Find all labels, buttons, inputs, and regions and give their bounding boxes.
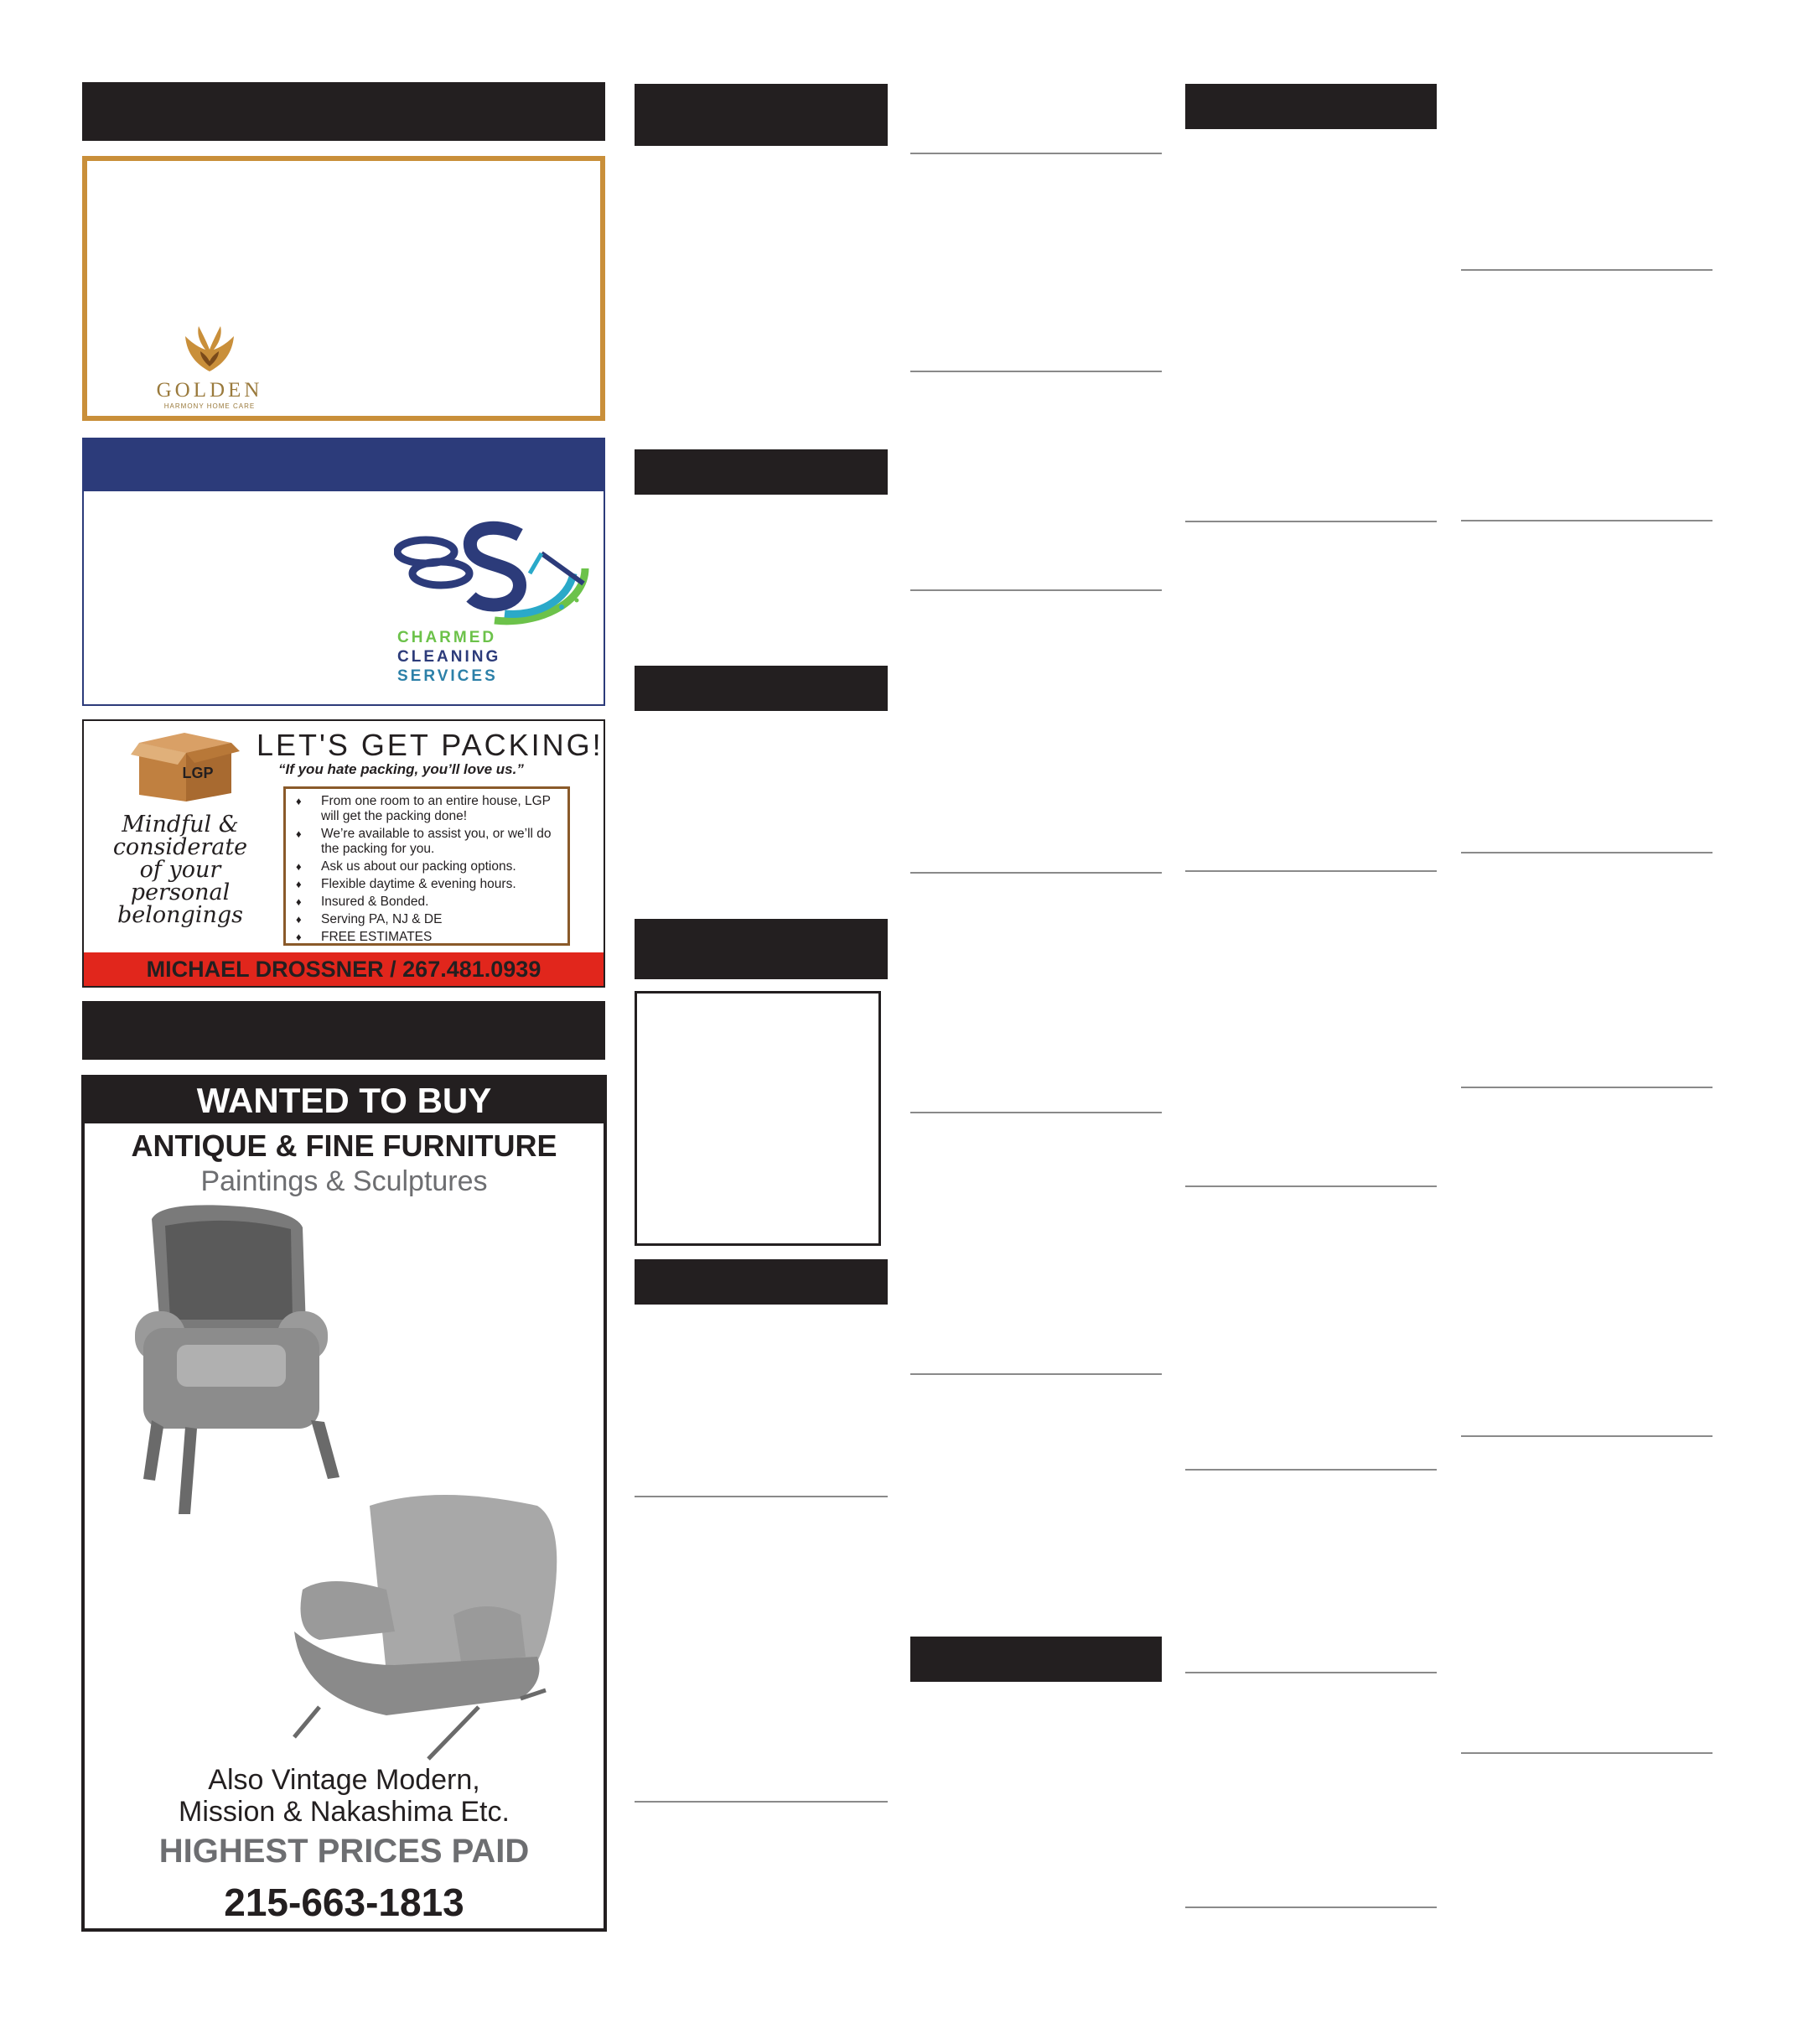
packing-slogan: “If you hate packing, you’ll love us.”	[278, 761, 524, 777]
services-word: SERVICES	[397, 667, 498, 685]
lets-get-packing-ad	[82, 719, 605, 988]
furniture-also-line-2: Mission & Nakashima Etc.	[179, 1796, 510, 1828]
list-item: ♦ Flexible daytime & evening hours.	[293, 877, 562, 892]
column-rule	[910, 371, 1162, 372]
golden-harmony-ad	[82, 156, 605, 421]
lgp-box-label: LGP	[182, 765, 214, 781]
column-rule	[1461, 852, 1713, 853]
column-rule	[1185, 1907, 1437, 1908]
wings-icon	[180, 324, 239, 373]
packing-title: LET'S GET PACKING!	[256, 728, 604, 762]
list-item: ♦ Ask us about our packing options.	[293, 859, 562, 874]
cleaning-logo	[394, 520, 595, 687]
column-rule	[1185, 1672, 1437, 1673]
packing-services-list	[283, 786, 570, 946]
script-line: considerate	[112, 834, 248, 860]
wanted-to-buy-ad	[81, 1075, 607, 1932]
column-rule	[910, 1373, 1162, 1375]
script-line: belongings	[117, 902, 243, 928]
highest-prices-text: HIGHEST PRICES PAID	[158, 1833, 530, 1870]
section-header-bar	[635, 84, 888, 146]
furniture-subtitle-2: Paintings & Sculptures	[200, 1165, 488, 1197]
column-rule	[1461, 1435, 1713, 1437]
script-line: Mindful &	[122, 812, 239, 838]
packing-contact: MICHAEL DROSSNER / 267.481.0939	[84, 952, 604, 986]
column-rule	[1185, 1469, 1437, 1471]
section-header-bar	[635, 449, 888, 495]
column-rule	[1461, 269, 1713, 271]
column-rule	[1461, 520, 1713, 521]
script-line: of your	[139, 857, 221, 883]
furniture-header: WANTED TO BUY	[85, 1078, 604, 1123]
furniture-also-line: Also Vintage Modern,	[208, 1764, 480, 1796]
column-rule	[910, 1112, 1162, 1113]
column-rule	[910, 872, 1162, 874]
column-rule	[1461, 1087, 1713, 1088]
list-item: ♦ FREE ESTIMATES	[293, 930, 562, 945]
column-rule	[1185, 521, 1437, 522]
cleaning-header-bar	[84, 439, 604, 491]
ccs-swoosh-icon	[394, 520, 595, 629]
section-header-bar	[910, 1637, 1162, 1682]
section-header-bar	[82, 1001, 605, 1060]
list-item: ♦ Insured & Bonded.	[293, 895, 562, 910]
column-rule	[1185, 1185, 1437, 1187]
golden-tagline: HARMONY HOME CARE	[163, 402, 256, 410]
column-rule	[635, 1801, 888, 1803]
armchair-icon	[127, 1202, 378, 1521]
section-header-bar	[635, 666, 888, 711]
charmed-cleaning-ad	[82, 438, 605, 706]
list-item: ♦ Serving PA, NJ & DE	[293, 912, 562, 927]
column-rule	[635, 1496, 888, 1497]
furniture-phone: 215-663-1813	[224, 1881, 464, 1924]
column-rule	[1461, 1752, 1713, 1754]
golden-logo	[142, 324, 277, 410]
column-rule	[910, 153, 1162, 154]
section-header-bar	[635, 1259, 888, 1305]
section-header-bar	[635, 919, 888, 979]
modern-chair-icon	[269, 1489, 588, 1766]
column-rule	[1185, 870, 1437, 872]
list-item: ♦ From one room to an entire house, LGP will get the packing done!	[293, 794, 562, 824]
script-line: personal	[130, 879, 231, 905]
section-header-bar	[1185, 84, 1437, 129]
cleaning-word: CLEANING	[397, 648, 501, 666]
column-rule	[910, 589, 1162, 591]
section-header-bar	[82, 82, 605, 141]
furniture-subtitle: ANTIQUE & FINE FURNITURE	[131, 1128, 557, 1163]
golden-name: GOLDEN	[156, 379, 263, 402]
packing-script-text	[101, 813, 260, 926]
empty-ad-box	[635, 991, 881, 1246]
charmed-word: CHARMED	[397, 629, 497, 646]
list-item: ♦ We’re available to assist you, or we’ll do the packing for you.	[293, 827, 562, 857]
